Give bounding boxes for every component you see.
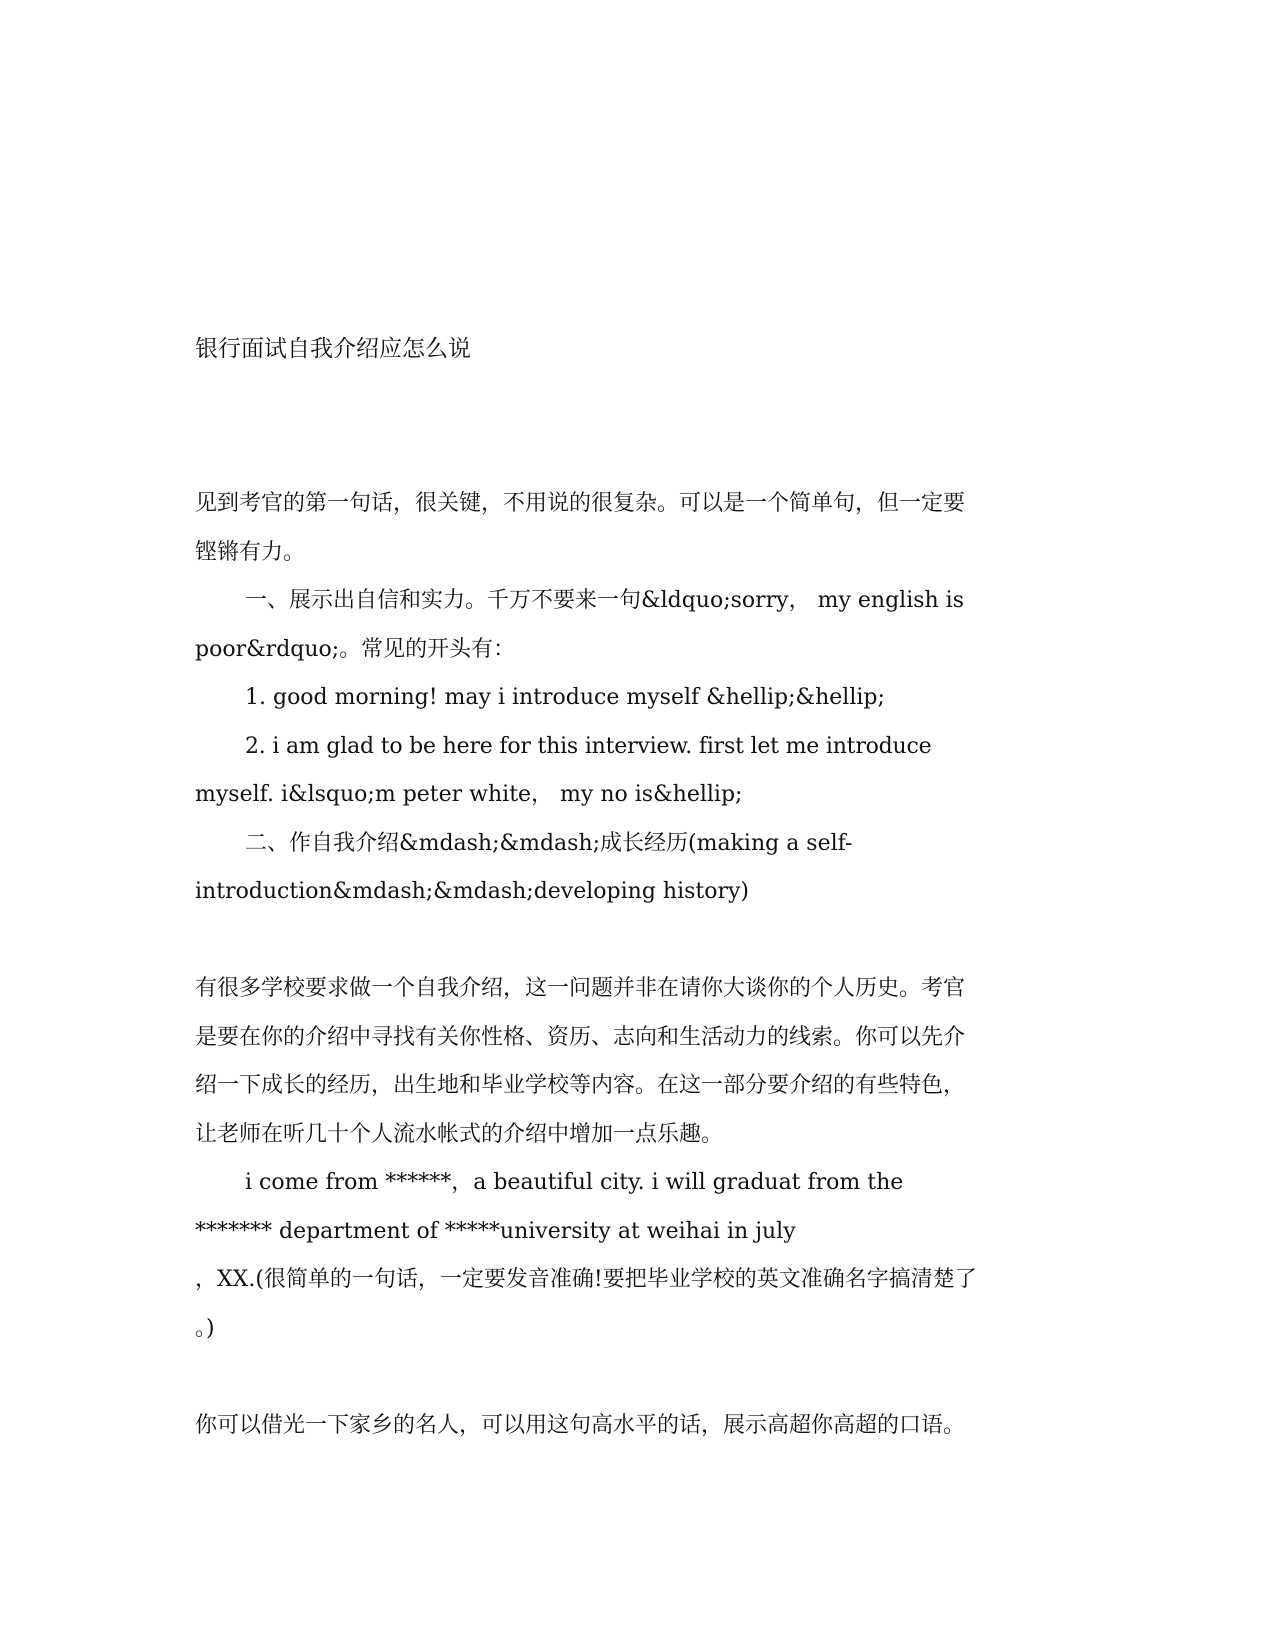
paragraph-gap	[195, 917, 1085, 966]
document-body	[195, 480, 1085, 1450]
paragraph-line: 。)	[195, 1315, 215, 1341]
list-item: 1. good morning! may i introduce myself &hellip;&hellip;	[245, 685, 885, 710]
paragraph-line: 你可以借光一下家乡的名人，可以用这句高水平的话，展示高超你高超的口语。	[195, 1412, 966, 1438]
section-heading: introduction&mdash;&mdash;developing history)	[195, 879, 750, 904]
example-sentence: ******* department of *****university at weihai in july	[195, 1218, 796, 1244]
paragraph-line: myself. i&lsquo;m peter white， my no is&hellip;	[195, 782, 743, 807]
paragraph-line: 铿锵有力。	[195, 539, 306, 565]
document-title: 银行面试自我介绍应怎么说	[195, 336, 471, 362]
list-item: 2. i am glad to be here for this interview. first let me introduce	[245, 733, 932, 759]
paragraph-line: 有很多学校要求做一个自我介绍，这一问题并非在请你大谈你的个人历史。考官	[195, 976, 966, 1001]
paragraph-line: 是要在你的介绍中寻找有关你性格、资历、志向和生活动力的线索。你可以先介	[195, 1024, 966, 1050]
paragraph-line: poor&rdquo;。常见的开头有：	[195, 636, 516, 662]
example-sentence: i come from ******，a beautiful city. i will graduat from the	[245, 1170, 904, 1195]
paragraph-line: ，XX.(很简单的一句话，一定要发音准确!要把毕业学校的英文准确名字搞清楚了	[195, 1267, 977, 1292]
paragraph-line: 见到考官的第一句话，很关键，不用说的很复杂。可以是一个简单句，但一定要	[195, 491, 966, 516]
section-heading: 二、作自我介绍&mdash;&mdash;成长经历(making a self-	[245, 830, 853, 856]
paragraph-line: 让老师在听几十个人流水帐式的介绍中增加一点乐趣。	[195, 1121, 724, 1147]
paragraph-line: 绍一下成长的经历，出生地和毕业学校等内容。在这一部分要介绍的有些特色，	[195, 1073, 966, 1098]
paragraph-gap	[195, 1353, 1085, 1402]
paragraph-line: 一、展示出自信和实力。千万不要来一句&ldquo;sorry， my english is	[245, 588, 965, 613]
